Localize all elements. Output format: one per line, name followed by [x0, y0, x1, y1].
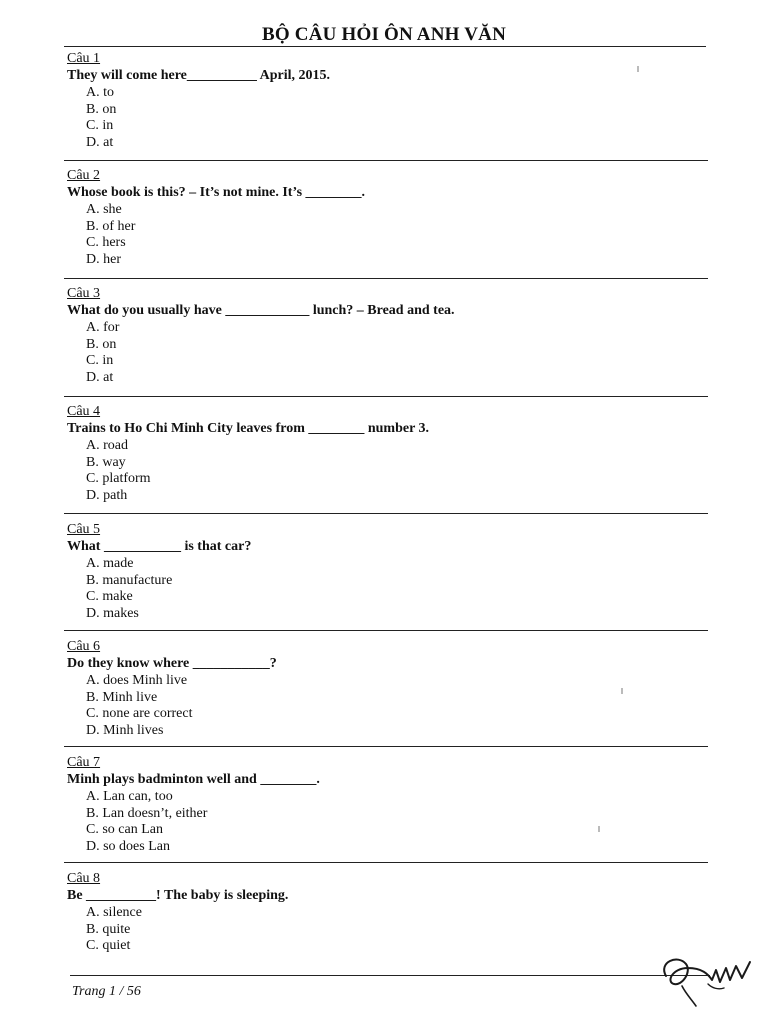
scan-speck	[621, 688, 623, 694]
question-1	[67, 51, 707, 152]
question-text: They will come here__________ April, 2015.	[67, 68, 330, 83]
question-divider	[64, 513, 708, 514]
answer-option: C. hers	[86, 235, 126, 251]
answer-option: A. road	[86, 438, 128, 453]
question-text: What ___________ is that car?	[67, 539, 252, 554]
signature-icon	[652, 940, 762, 1010]
answer-options	[67, 556, 707, 623]
answer-options	[67, 202, 707, 269]
question-5	[67, 522, 707, 623]
answer-options	[67, 905, 707, 955]
question-text: What do you usually have ____________ lunch? – Bread and tea.	[67, 303, 455, 318]
answer-option: C. in	[86, 353, 114, 369]
answer-option: D. her	[86, 252, 121, 268]
question-divider	[64, 746, 708, 747]
title-divider	[64, 46, 706, 47]
answer-option: A. does Minh live	[86, 673, 188, 688]
answer-option: D. Minh lives	[86, 723, 164, 739]
question-text: Minh plays badminton well and ________.	[67, 772, 320, 787]
question-label: Câu 1	[67, 51, 101, 66]
answer-options	[67, 85, 707, 152]
question-text: Do they know where ___________?	[67, 656, 277, 671]
question-text: Be __________! The baby is sleeping.	[67, 888, 289, 903]
answer-options	[67, 673, 707, 740]
question-label: Câu 6	[67, 639, 101, 654]
answer-option: C. in	[86, 118, 114, 134]
question-label: Câu 3	[67, 286, 101, 301]
answer-option: B. on	[86, 101, 117, 117]
answer-option: A. Lan can, too	[86, 789, 173, 804]
answer-option: C. make	[86, 589, 133, 605]
answer-option: D. makes	[86, 606, 139, 622]
question-divider	[64, 396, 708, 397]
answer-option: C. so can Lan	[86, 822, 163, 838]
question-6	[67, 639, 707, 740]
answer-option: B. way	[86, 454, 126, 470]
answer-option: C. none are correct	[86, 706, 193, 722]
answer-option: D. at	[86, 135, 114, 151]
question-divider	[64, 278, 708, 279]
answer-option: B. manufacture	[86, 572, 173, 588]
question-text: Trains to Ho Chi Minh City leaves from ________ number 3.	[67, 421, 430, 436]
scan-speck	[637, 66, 639, 72]
question-label: Câu 4	[67, 404, 101, 419]
answer-option: A. she	[86, 202, 122, 217]
footer-divider	[70, 975, 710, 976]
answer-options	[67, 789, 707, 856]
scan-speck	[598, 826, 600, 832]
answer-options	[67, 320, 707, 387]
question-label: Câu 2	[67, 168, 101, 183]
question-divider	[64, 862, 708, 863]
question-3	[67, 286, 707, 387]
answer-option: D. path	[86, 488, 128, 504]
answer-option: C. quiet	[86, 938, 131, 954]
answer-option: C. platform	[86, 471, 151, 487]
question-label: Câu 7	[67, 755, 101, 770]
answer-option: B. quite	[86, 921, 131, 937]
question-2	[67, 168, 707, 269]
page-title: BỘ CÂU HỎI ÔN ANH VĂN	[261, 24, 506, 45]
question-label: Câu 5	[67, 522, 101, 537]
page-number: Trang 1 / 56	[72, 984, 141, 999]
answer-option: B. of her	[86, 218, 136, 234]
question-7	[67, 755, 707, 856]
question-divider	[64, 160, 708, 161]
answer-option: A. for	[86, 320, 120, 335]
question-8	[67, 871, 707, 955]
answer-option: B. Minh live	[86, 689, 158, 705]
answer-option: D. so does Lan	[86, 839, 170, 855]
question-label: Câu 8	[67, 871, 101, 886]
answer-option: A. to	[86, 85, 114, 100]
question-divider	[64, 630, 708, 631]
answer-option: D. at	[86, 370, 114, 386]
question-4	[67, 404, 707, 505]
answer-option: A. silence	[86, 905, 142, 920]
answer-options	[67, 438, 707, 505]
answer-option: A. made	[86, 556, 134, 571]
question-text: Whose book is this? – It’s not mine. It’s ________.	[67, 185, 366, 200]
answer-option: B. Lan doesn’t, either	[86, 805, 208, 821]
answer-option: B. on	[86, 336, 117, 352]
